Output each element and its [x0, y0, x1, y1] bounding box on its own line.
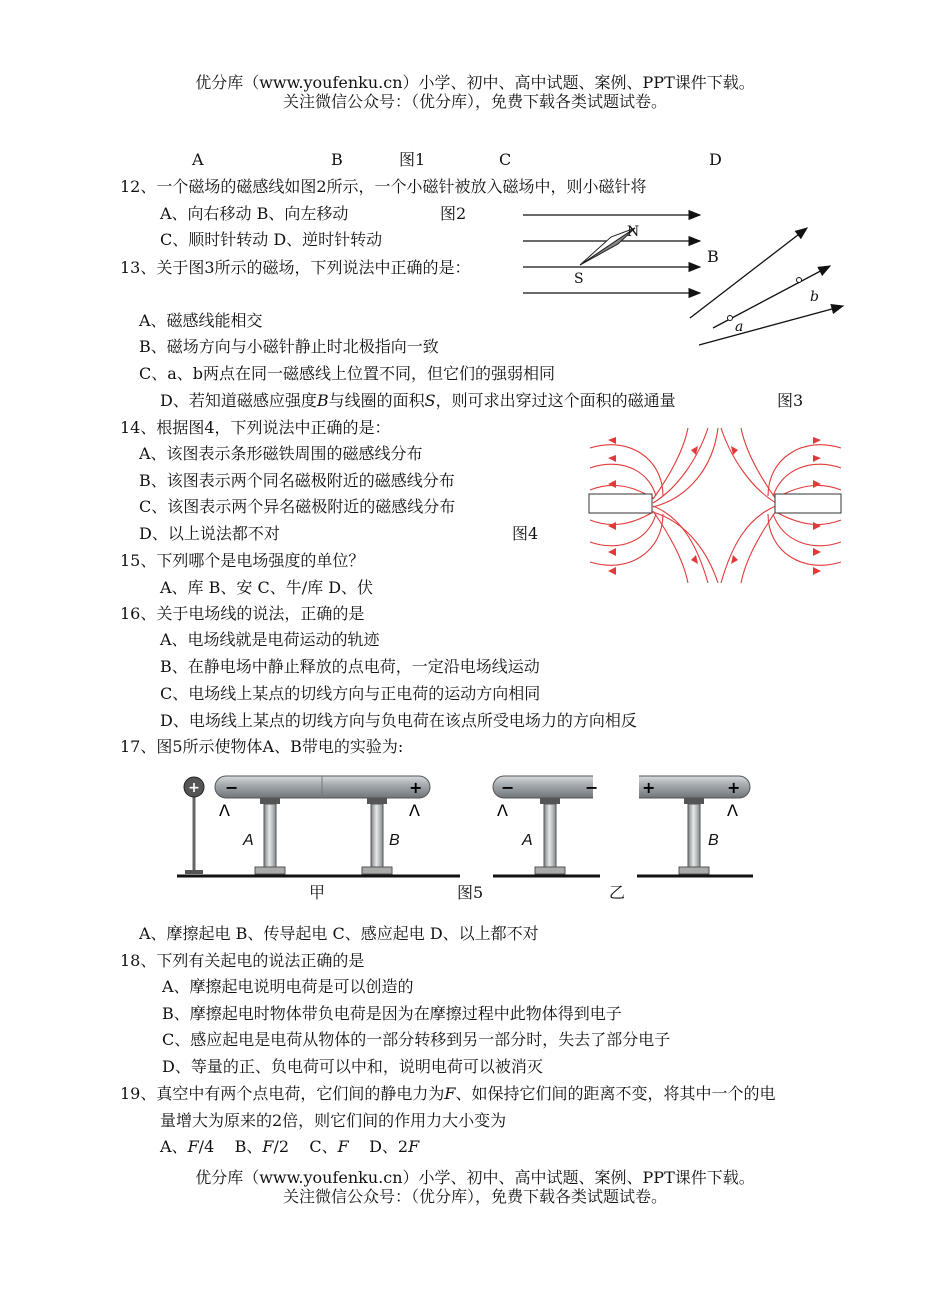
q16-option-c: C、电场线上某点的切线方向与正电荷的运动方向相同: [160, 684, 541, 703]
header-line-2: 关注微信公众号：（优分库），免费下载各类试题试卷。: [282, 92, 667, 111]
svg-text:−: −: [501, 778, 515, 797]
svg-text:Λ: Λ: [727, 801, 738, 820]
fig3-label-big-b: B: [707, 247, 719, 266]
fig4-magnet-right: [775, 494, 841, 513]
fig5-caption: 图5: [457, 883, 484, 902]
q18-option-d: D、等量的正、负电荷可以中和，说明电荷可以被消灭: [162, 1057, 543, 1076]
fig5-label-a2: A: [522, 832, 533, 849]
q18-stem: 18、下列有关起电的说法正确的是: [120, 951, 365, 970]
q19-stem: 19、真空中有两个点电荷，它们间的静电力为F、如保持它们间的距离不变，将其中一个的电: [120, 1084, 776, 1103]
fig5-label-b1: B: [389, 832, 400, 849]
q15-options: A、库 B、安 C、牛/库 D、伏: [160, 578, 374, 597]
footer-line-2: 关注微信公众号：（优分库），免费下载各类试题试卷。: [282, 1187, 667, 1206]
svg-text:−: −: [585, 778, 599, 797]
fig3-label-b: b: [810, 289, 819, 305]
svg-text:+: +: [727, 778, 741, 797]
svg-text:+: +: [642, 778, 656, 797]
q12-options-ab: A、向右移动 B、向左移动: [160, 204, 349, 223]
fig5-label-a1: A: [243, 832, 254, 849]
q13-stem: 13、关于图3所示的磁场，下列说法中正确的是：: [120, 258, 471, 277]
q18-option-c: C、感应起电是电荷从物体的一部分转移到另一部分时，失去了部分电子: [162, 1030, 671, 1049]
fig2-needle-n: N: [627, 224, 640, 240]
fig3-field-lines: [685, 220, 855, 350]
q14-option-a: A、该图表示条形磁铁周围的磁感线分布: [139, 444, 423, 463]
q16-option-b: B、在静电场中静止释放的点电荷，一定沿电场线运动: [160, 657, 540, 676]
q16-option-d: D、电场线上某点的切线方向与负电荷在该点所受电场力的方向相反: [160, 711, 637, 730]
svg-text:−: −: [225, 778, 239, 797]
q14-option-d: D、以上说法都不对: [139, 524, 280, 543]
fig5-label-b2: B: [708, 832, 719, 849]
q12-options-cd: C、顺时针转动 D、逆时针转动: [160, 230, 383, 249]
q19-stem-line2: 量增大为原来的2倍，则它们间的作用力大小变为: [160, 1111, 507, 1130]
q12-stem: 12、一个磁场的磁感线如图2所示，一个小磁针被放入磁场中，则小磁针将: [120, 177, 647, 196]
svg-text:+: +: [409, 778, 423, 797]
fig4-magnet-left: [589, 494, 652, 513]
q17-stem: 17、图5所示使物体A、B带电的实验为:: [120, 737, 404, 756]
q14-stem: 14、根据图4，下列说法中正确的是：: [120, 418, 391, 437]
q13-option-d: D、若知道磁感应强度B与线圈的面积S，则可求出穿过这个面积的磁通量: [160, 391, 676, 410]
fig5-experiment: [175, 772, 755, 882]
fig1-label-b: B: [331, 150, 343, 169]
fig3-label-a: a: [735, 319, 744, 335]
header-line-1: 优分库（www.youfenku.cn）小学、初中、高中试题、案例、PPT课件下载。: [195, 73, 755, 92]
q14-option-b: B、该图表示两个同名磁极附近的磁感线分布: [139, 471, 455, 490]
fig4-caption: 图4: [512, 524, 539, 543]
fig5-caption-yi: 乙: [609, 883, 626, 902]
q18-option-b: B、摩擦起电时物体带负电荷是因为在摩擦过程中此物体得到电子: [162, 1004, 622, 1023]
fig2-field-lines: [515, 205, 705, 300]
fig3-point-b: [797, 278, 802, 283]
q13-option-b: B、磁场方向与小磁针静止时北极指向一致: [139, 337, 439, 356]
q14-option-c: C、该图表示两个异名磁极附近的磁感线分布: [139, 497, 456, 516]
q18-option-a: A、摩擦起电说明电荷是可以创造的: [162, 977, 414, 996]
q16-stem: 16、关于电场线的说法，正确的是: [120, 604, 365, 623]
fig1-caption: 图1: [399, 150, 426, 169]
fig2-caption: 图2: [440, 204, 467, 223]
fig3-point-a: [728, 316, 733, 321]
svg-text:Λ: Λ: [409, 801, 420, 820]
q15-stem: 15、下列哪个是电场强度的单位？: [120, 551, 365, 570]
fig1-label-c: C: [499, 150, 512, 169]
q16-option-a: A、电场线就是电荷运动的轨迹: [160, 630, 380, 649]
fig4-field-lines: [588, 428, 843, 583]
fig1-label-d: D: [709, 150, 722, 169]
fig2-needle-s: S: [574, 271, 584, 287]
q19-options: A、F/4 B、F/2 C、F D、2F: [160, 1137, 420, 1156]
q13-option-a: A、磁感线能相交: [139, 311, 263, 330]
fig1-label-a: A: [192, 150, 204, 169]
svg-text:Λ: Λ: [497, 801, 508, 820]
footer-line-1: 优分库（www.youfenku.cn）小学、初中、高中试题、案例、PPT课件下载。: [195, 1168, 755, 1187]
fig3-caption: 图3: [777, 391, 804, 410]
q13-option-c: C、a、b两点在同一磁感线上位置不同，但它们的强弱相同: [139, 364, 556, 383]
fig5-caption-jia: 甲: [309, 883, 326, 902]
q17-options: A、摩擦起电 B、传导起电 C、感应起电 D、以上都不对: [139, 924, 539, 943]
svg-text:+: +: [188, 780, 200, 796]
svg-text:Λ: Λ: [219, 801, 230, 820]
